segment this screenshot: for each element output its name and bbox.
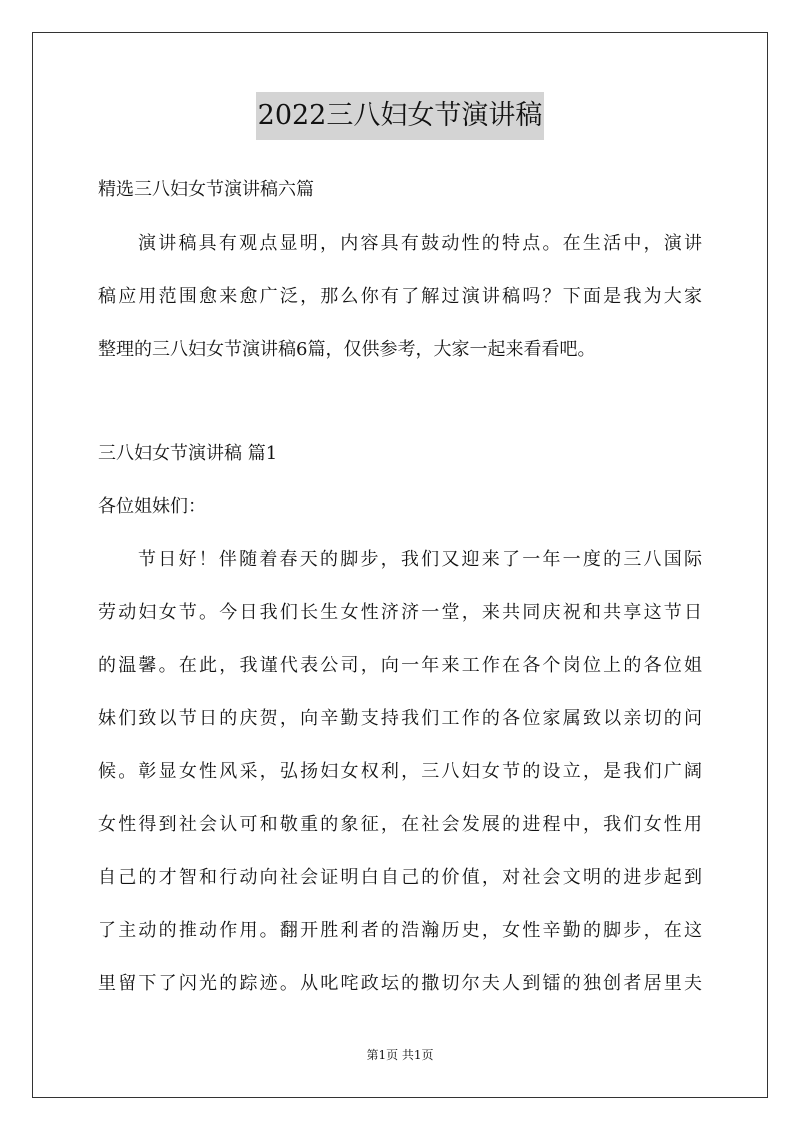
body-line: 候。彰显女性风采，弘扬妇女权利，三八妇女节的设立，是我们广阔: [98, 761, 702, 782]
body-line: 女性得到社会认可和敬重的象征，在社会发展的进程中，我们女性用: [98, 814, 702, 835]
body-line: 节日好！伴随着春天的脚步，我们又迎来了一年一度的三八国际: [138, 549, 702, 570]
page-footer: 第1页 共1页: [366, 1048, 434, 1062]
body-line: 妹们致以节日的庆贺，向辛勤支持我们工作的各位家属致以亲切的问: [98, 708, 702, 729]
intro-line: 整理的三八妇女节演讲稿6篇，仅供参考，大家一起来看看吧。: [98, 339, 596, 360]
body-line: 的温馨。在此，我谨代表公司，向一年来工作在各个岗位上的各位姐: [98, 655, 702, 676]
intro-line: 稿应用范围愈来愈广泛，那么你有了解过演讲稿吗？下面是我为大家: [98, 286, 702, 307]
intro-line: 演讲稿具有观点显明，内容具有鼓动性的特点。在生活中，演讲: [138, 233, 702, 254]
body-line: 劳动妇女节。今日我们长生女性济济一堂，来共同庆祝和共享这节日: [98, 602, 702, 623]
section-heading: 三八妇女节演讲稿 篇1: [98, 443, 278, 464]
document-subtitle: 精选三八妇女节演讲稿六篇: [98, 179, 314, 200]
title-container: [0, 92, 800, 140]
salutation: 各位姐妹们：: [98, 496, 206, 517]
body-line: 里留下了闪光的踪迹。从叱咤政坛的撒切尔夫人到镭的独创者居里夫: [98, 973, 702, 994]
document-title: 2022三八妇女节演讲稿: [256, 92, 545, 140]
body-line: 了主动的推动作用。翻开胜利者的浩瀚历史，女性辛勤的脚步，在这: [98, 920, 702, 941]
body-line: 自己的才智和行动向社会证明白自己的价值，对社会文明的进步起到: [98, 867, 702, 888]
